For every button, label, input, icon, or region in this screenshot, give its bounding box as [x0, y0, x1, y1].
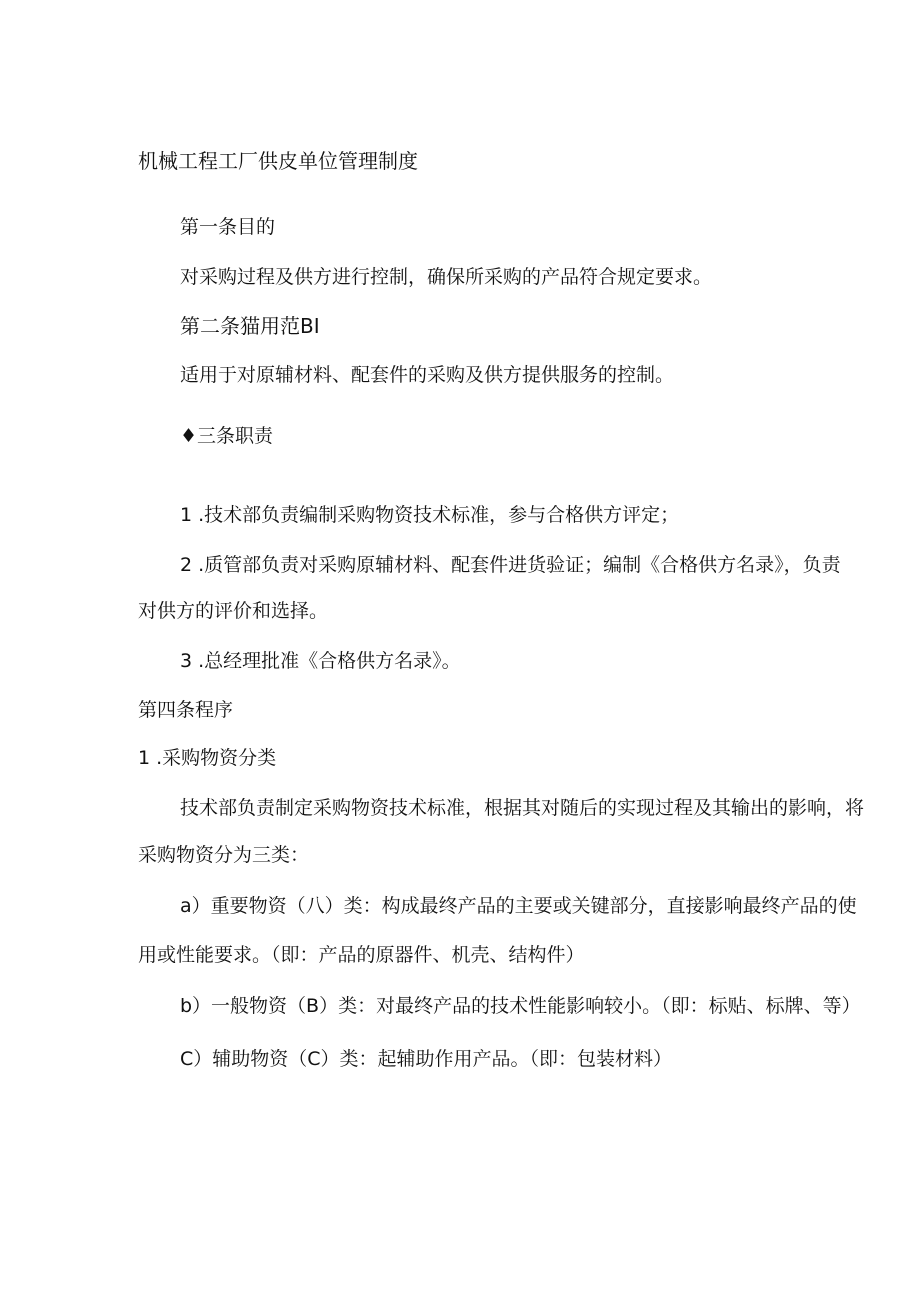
article3-item-3: 3 .总经理批准《合格供方名录》。 [180, 650, 461, 672]
class-b: b）一般物资（B）类：对最终产品的技术性能影响较小。（即：标贴、标牌、等） [180, 995, 861, 1017]
document-title: 机械工程工厂供皮单位管理制度 [138, 149, 418, 173]
article2-body: 适用于对原辅材料、配套件的采购及供方提供服务的控制。 [180, 364, 675, 386]
class-a-line-1: a）重要物资（八）类：构成最终产品的主要或关键部分，直接影响最终产品的使 [180, 895, 857, 917]
article4-paragraph-line-1: 技术部负责制定采购物资技术标准，根据其对随后的实现过程及其输出的影响，将 [180, 797, 865, 819]
article1-heading: 第一条目的 [180, 216, 276, 238]
article1-body: 对采购过程及供方进行控制，确保所采购的产品符合规定要求。 [180, 266, 713, 288]
class-c: C）辅助物资（C）类：起辅助作用产品。（即：包装材料） [180, 1048, 673, 1070]
article3-heading: ♦三条职责 [180, 425, 274, 447]
class-a-line-2: 用或性能要求。（即：产品的原器件、机壳、结构件） [138, 944, 585, 966]
article4-paragraph-line-2: 采购物资分为三类： [138, 844, 310, 866]
article3-item-1: 1 .技术部负责编制采购物资技术标准，参与合格供方评定； [180, 504, 680, 526]
article4-heading: 第四条程序 [138, 699, 234, 721]
article4-subheading: 1 .采购物资分类 [138, 747, 277, 769]
article3-item-2: 2 .质管部负责对采购原辅材料、配套件进货验证；编制《合格供方名录》，负责 [180, 554, 841, 576]
article3-item-2-cont: 对供方的评价和选择。 [138, 600, 329, 622]
article2-heading: 第二条猫用范BI [180, 314, 320, 338]
